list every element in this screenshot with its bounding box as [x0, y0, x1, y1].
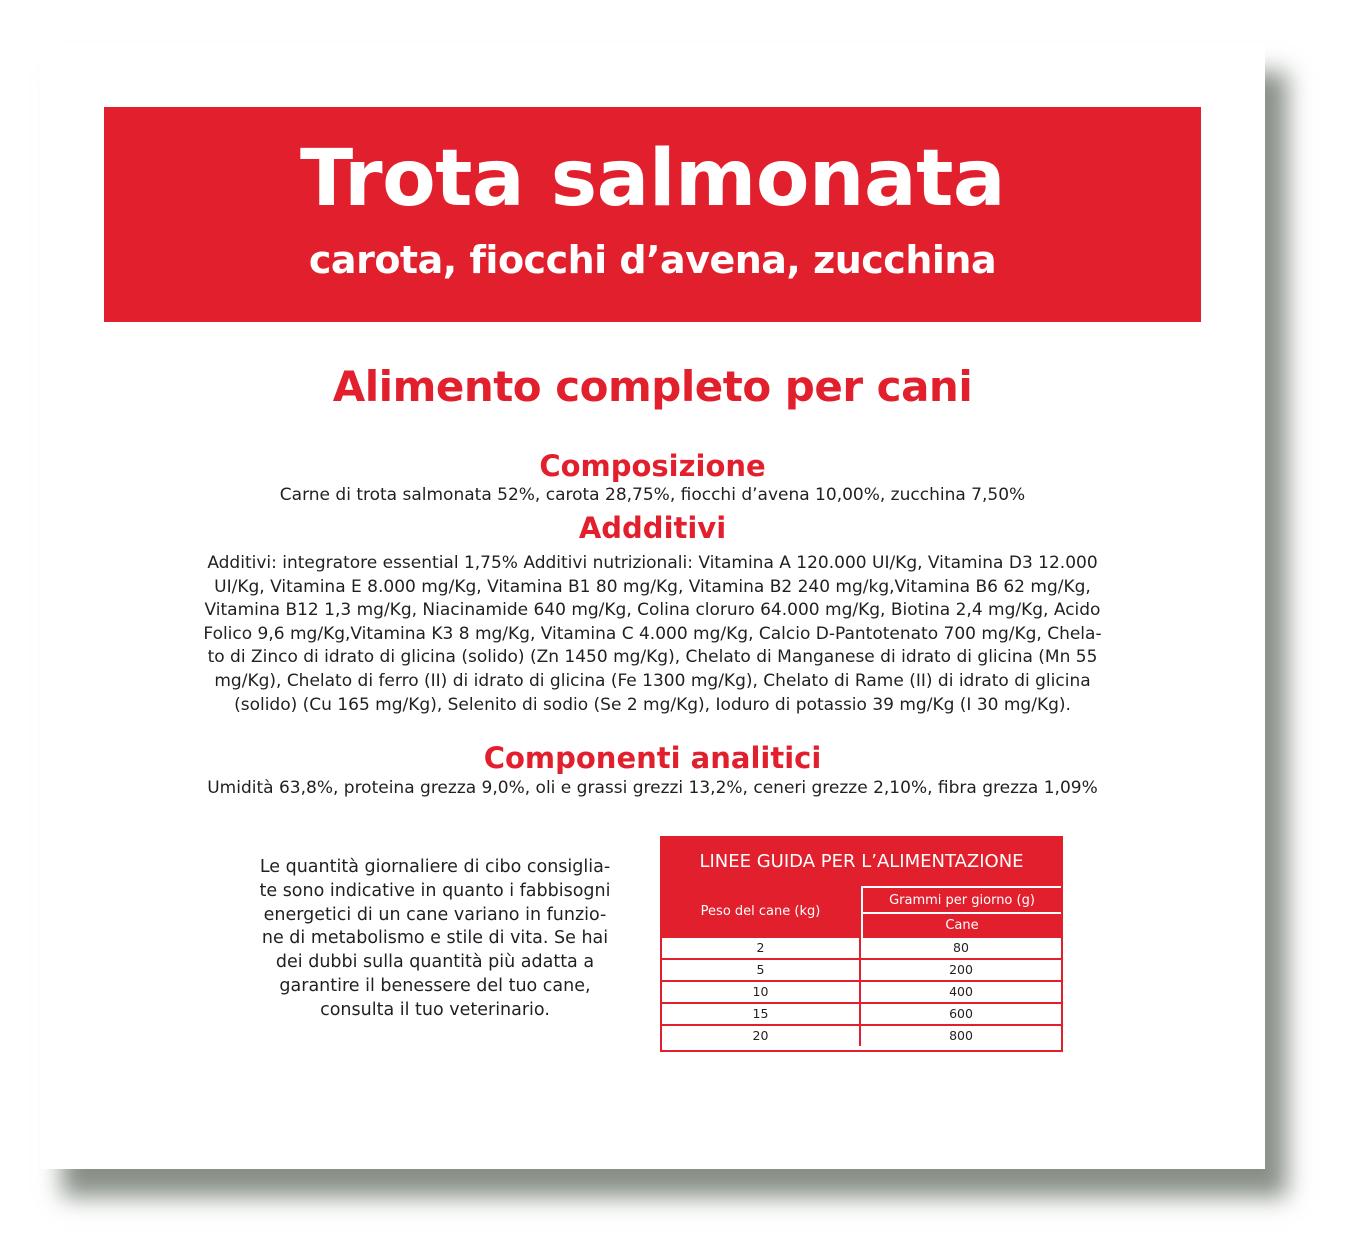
- label-card: [40, 44, 1265, 1169]
- grams-cell: 200: [859, 960, 1061, 980]
- grams-column-header: Grammi per giorno (g): [861, 886, 1061, 912]
- feeding-note: [225, 856, 645, 1023]
- weight-column-header: Peso del cane (kg): [700, 904, 821, 919]
- additivi-line: Folico 9,6 mg/Kg,Vitamina K3 8 mg/Kg, Vitamina C 4.000 mg/Kg, Calcio D-Pantotenato 700 mg/Kg, Chela-: [203, 623, 1102, 644]
- additivi-line: UI/Kg, Vitamina E 8.000 mg/Kg, Vitamina B1 80 mg/Kg, Vitamina B2 240 mg/kg,Vitamina B6 62 mg/Kg,: [214, 576, 1091, 597]
- main-heading: Alimento completo per cani: [332, 362, 973, 411]
- note-line: garantire il benessere del tuo cane,: [279, 975, 591, 996]
- additivi-line: mg/Kg), Chelato di ferro (II) di idrato di glicina (Fe 1300 mg/Kg), Chelato di Rame (II) di idrato di glicina: [214, 670, 1091, 691]
- componenti-text: Umidità 63,8%, proteina grezza 9,0%, oli e grassi grezzi 13,2%, ceneri grezze 2,10%, fibra grezza 1,09%: [207, 778, 1098, 798]
- note-line: energetici di un cane variano in funzio-: [263, 904, 607, 925]
- grams-cell: 400: [859, 982, 1061, 1002]
- weight-cell: 20: [752, 1028, 769, 1043]
- composizione-text: Carne di trota salmonata 52%, carota 28,75%, fiocchi d’avena 10,00%, zucchina 7,50%: [279, 485, 1026, 505]
- additivi-line: (solido) (Cu 165 mg/Kg), Selenito di sodio (Se 2 mg/Kg), Ioduro di potassio 39 mg/Kg (I 30 mg/Kg).: [234, 694, 1071, 715]
- table-row: [662, 1024, 1061, 1047]
- note-line: dei dubbi sulla quantità più adatta a: [275, 952, 595, 973]
- note-line: ne di metabolismo e stile di vita. Se hai: [261, 928, 609, 949]
- additivi-line: to di Zinco di idrato di glicina (solido) (Zn 1450 mg/Kg), Chelato di Manganese di idrato di glicina (Mn 55: [207, 647, 1098, 668]
- feeding-table-title: LINEE GUIDA PER L’ALIMENTAZIONE: [699, 851, 1024, 872]
- weight-cell: 10: [752, 984, 769, 999]
- note-line: Le quantità giornaliere di cibo consiglia-: [259, 857, 611, 877]
- weight-cell: 2: [756, 940, 765, 955]
- title-banner: [104, 107, 1201, 322]
- product-subtitle: carota, fiocchi d’avena, zucchina: [308, 238, 997, 282]
- table-row: [662, 980, 1061, 1003]
- grams-cell: 800: [859, 1026, 1061, 1046]
- weight-cell: 5: [756, 962, 765, 977]
- table-row: [662, 958, 1061, 981]
- grams-cell: 600: [859, 1004, 1061, 1024]
- additivi-line: Vitamina B12 1,3 mg/Kg, Niacinamide 640 mg/Kg, Colina cloruro 64.000 mg/Kg, Biotina 2,4 mg/Kg, Acido: [204, 600, 1101, 621]
- note-line: te sono indicative in quanto i fabbisogni: [259, 880, 611, 901]
- additivi-title: Addditivi: [578, 511, 727, 545]
- composizione-title: Composizione: [539, 449, 766, 483]
- grams-cell: 80: [859, 938, 1061, 958]
- componenti-title: Componenti analitici: [483, 741, 822, 775]
- additivi-text: [80, 552, 1225, 717]
- note-line: consulta il tuo veterinario.: [320, 999, 550, 1020]
- product-title: Trota salmonata: [299, 134, 1005, 224]
- feeding-table-header: [662, 838, 1061, 938]
- weight-cell: 15: [752, 1006, 769, 1021]
- additivi-line: Additivi: integratore essential 1,75% Additivi nutrizionali: Vitamina A 120.000 UI/Kg, Vitamina D3 12.000: [207, 553, 1098, 573]
- table-row: [662, 1002, 1061, 1025]
- feeding-guide-table: [660, 836, 1063, 1052]
- dog-subheader: Cane: [861, 912, 1061, 938]
